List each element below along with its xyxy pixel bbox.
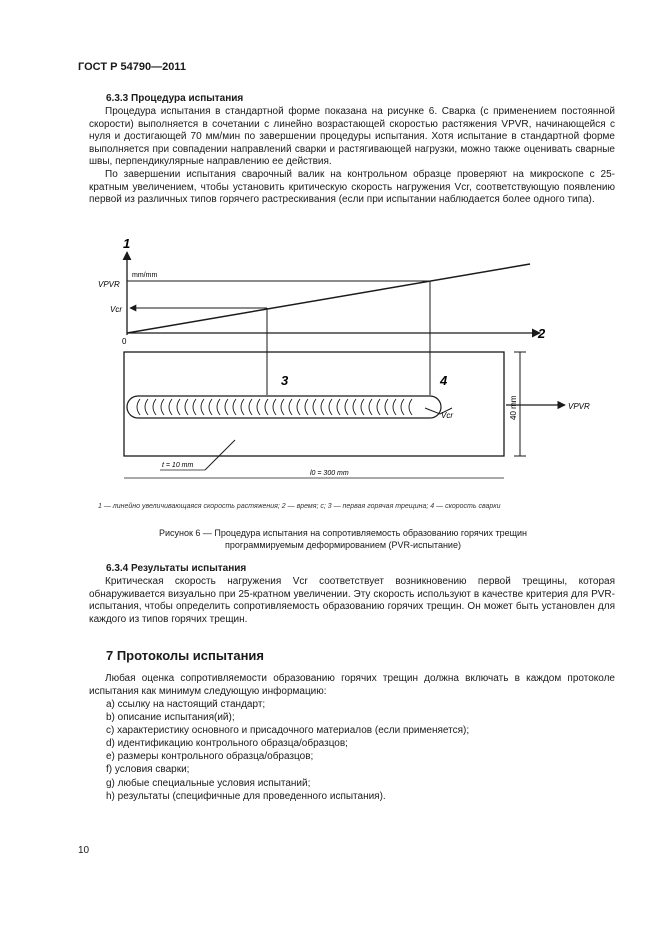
marker-4: 4 xyxy=(440,373,448,388)
list-item: c) характеристику основного и присадочного материалов (если применяется); xyxy=(106,725,470,737)
report-items-list xyxy=(106,698,469,803)
list-item: d) идентификацию контрольного образца/образцов; xyxy=(106,738,348,750)
document-header: ГОСТ Р 54790—2011 xyxy=(78,61,186,73)
unit-label: mm/mm xyxy=(132,272,158,279)
weld-bead xyxy=(127,396,441,418)
paragraph: Процедура испытания в стандартной форме показана на рисунке 6. Сварка (с применением постоянной скорости) выполняется в сочетании с линейно возрастающей скоростью растяжения VPVR, начинающейся с нуля и достигающей 70 мм/мин по завершении процедуры испытания. Хотя испытание в стандартной форме выполняется при совпадении направлений сварки и растягивающей нагрузки, можно также оценивать сварные швы, перпендикулярные направлению ее действия. xyxy=(89,106,615,168)
vpvr-label: VPVR xyxy=(98,280,120,289)
paragraph: По завершении испытания сварочный валик на контрольном образце проверяют на микроскопе с 25-кратным увеличением, чтобы установить критическую скорость нагружения Vcr, соответствующую появлению первой из различных типов горячего растрескивания (если при испытании наблюдается более одного типа). xyxy=(89,168,615,206)
list-item: h) результаты (специфичные для проведенного испытания). xyxy=(106,790,386,802)
section-634-body xyxy=(89,576,615,626)
caption-line: Рисунок 6 — Процедура испытания на сопротивляемость образованию горячих трещин xyxy=(158,528,527,538)
thickness-leader xyxy=(205,440,235,470)
caption-line: программируемым деформированием (PVR-испытание) xyxy=(225,540,461,550)
vpvr-arrow-label: VPVR xyxy=(568,402,590,411)
list-item: b) описание испытания(ий); xyxy=(106,712,235,724)
paragraph: Критическая скорость нагружения Vcr соответствует возникновению первой трещины, которая обнаруживается визуально при 25-кратном увеличении. Эту скорость используют в качестве критерия для PVR-испытания, чтобы определить сопротивляемость образованию горячих трещин. Он может быть установлен для каждого из типов горячих трещин. xyxy=(89,576,615,625)
list-item: e) размеры контрольного образца/образцов; xyxy=(106,751,314,763)
list-item: a) ссылку на настоящий стандарт; xyxy=(106,699,266,710)
zero-label: 0 xyxy=(122,337,127,346)
dim-40-label: 40 mm xyxy=(509,395,518,420)
list-item: f) условия сварки; xyxy=(106,764,190,776)
tension-rate-line xyxy=(127,264,530,333)
specimen-plate xyxy=(124,352,504,456)
section-heading-7: 7 Протоколы испытания xyxy=(106,648,265,663)
section-heading-633: 6.3.3 Процедура испытания xyxy=(106,93,244,104)
axis-y-label: 1 xyxy=(123,236,131,251)
section-7-intro xyxy=(89,673,615,698)
page-number: 10 xyxy=(78,845,90,856)
figure-caption xyxy=(80,527,606,551)
section-heading-634: 6.3.4 Результаты испытания xyxy=(106,563,247,574)
vcr-label: Vcr xyxy=(110,305,122,314)
axis-x-label: 2 xyxy=(538,326,546,341)
paragraph: Любая оценка сопротивляемости образованию горячих трещин должна включать в каждом протоколе испытания как минимум следующую информацию: xyxy=(89,673,615,697)
figure-legend: 1 — линейно увеличивающаяся скорость растяжения; 2 — время; с; 3 — первая горячая трещина; 4 — скорость сварки xyxy=(98,503,501,510)
length-label: l0 = 300 mm xyxy=(310,470,349,477)
vcr-bead-label: Vcr xyxy=(441,411,453,420)
list-item: g) любые специальные условия испытаний; xyxy=(106,777,311,789)
marker-3: 3 xyxy=(281,373,289,388)
thickness-label: t = 10 mm xyxy=(162,462,194,469)
